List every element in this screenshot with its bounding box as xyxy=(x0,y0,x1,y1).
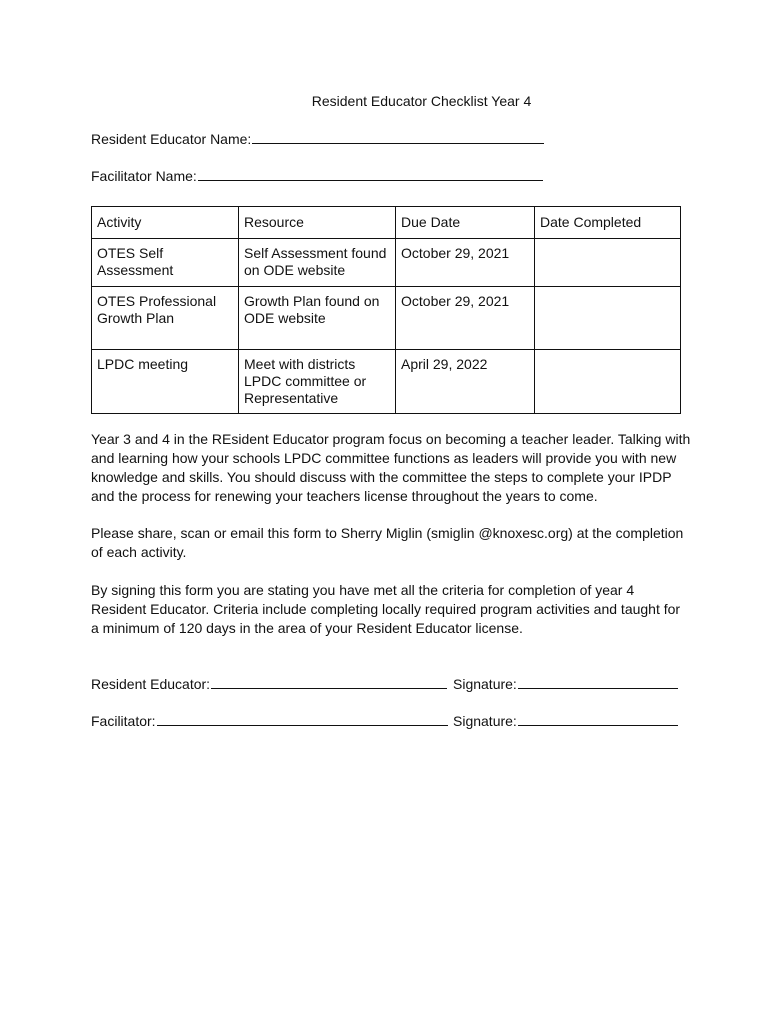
facilitator-signature xyxy=(453,713,678,729)
header-due-date: Due Date xyxy=(396,207,535,239)
signature-label: Signature: xyxy=(453,676,517,692)
educator-name-field xyxy=(91,131,544,147)
cell-activity: OTES Professional Growth Plan xyxy=(92,287,239,350)
facilitator-signature-blank[interactable] xyxy=(518,714,678,726)
cell-date-completed[interactable] xyxy=(535,239,681,287)
program-focus-paragraph: Year 3 and 4 in the REsident Educator program focus on becoming a teacher leader. Talking with and learning how your schools LPDC committee functions as leaders will provide you with new knowledge and skills. You should discuss with the committee the steps to complete your IPDP and the process for renewing your teachers license throughout the years to come. xyxy=(91,431,691,504)
submission-paragraph: Please share, scan or email this form to Sherry Miglin (smiglin @knoxesc.org) at the completion of each activity. xyxy=(91,525,684,560)
table-row xyxy=(92,287,681,350)
educator-blank[interactable] xyxy=(211,677,447,689)
activities-table xyxy=(91,206,681,414)
header-resource: Resource xyxy=(239,207,396,239)
facilitator-blank[interactable] xyxy=(157,714,448,726)
facilitator-signature-row xyxy=(91,713,448,729)
table-row xyxy=(92,239,681,287)
table-row xyxy=(92,350,681,414)
cell-due-date: April 29, 2022 xyxy=(396,350,535,414)
cell-resource: Self Assessment found on ODE website xyxy=(239,239,396,287)
cell-activity: OTES Self Assessment xyxy=(92,239,239,287)
educator-signature-row xyxy=(91,676,447,692)
cell-date-completed[interactable] xyxy=(535,287,681,350)
cell-resource: Growth Plan found on ODE website xyxy=(239,287,396,350)
facilitator-name-label: Facilitator Name: xyxy=(91,168,197,184)
educator-name-blank[interactable] xyxy=(252,132,544,144)
educator-signature xyxy=(453,676,678,692)
header-activity: Activity xyxy=(92,207,239,239)
cell-due-date: October 29, 2021 xyxy=(396,287,535,350)
document-title: Resident Educator Checklist Year 4 xyxy=(311,93,532,109)
cell-resource: Meet with districts LPDC committee or Representative xyxy=(239,350,396,414)
facilitator-name-blank[interactable] xyxy=(198,169,543,181)
signature-label: Signature: xyxy=(453,713,517,729)
educator-label: Resident Educator: xyxy=(91,676,211,692)
header-date-completed: Date Completed xyxy=(535,207,681,239)
criteria-paragraph: By signing this form you are stating you have met all the criteria for completion of year 4 Resident Educator. Criteria include completing locally required program activities and taught for a minimum of 120 days in the area of your Resident Educator license. xyxy=(91,582,681,636)
educator-signature-blank[interactable] xyxy=(518,677,678,689)
table-header-row xyxy=(92,207,681,239)
facilitator-label: Facilitator: xyxy=(91,713,156,729)
cell-due-date: October 29, 2021 xyxy=(396,239,535,287)
cell-activity: LPDC meeting xyxy=(92,350,239,414)
facilitator-name-field xyxy=(91,168,543,184)
cell-date-completed[interactable] xyxy=(535,350,681,414)
educator-name-label: Resident Educator Name: xyxy=(91,131,252,147)
